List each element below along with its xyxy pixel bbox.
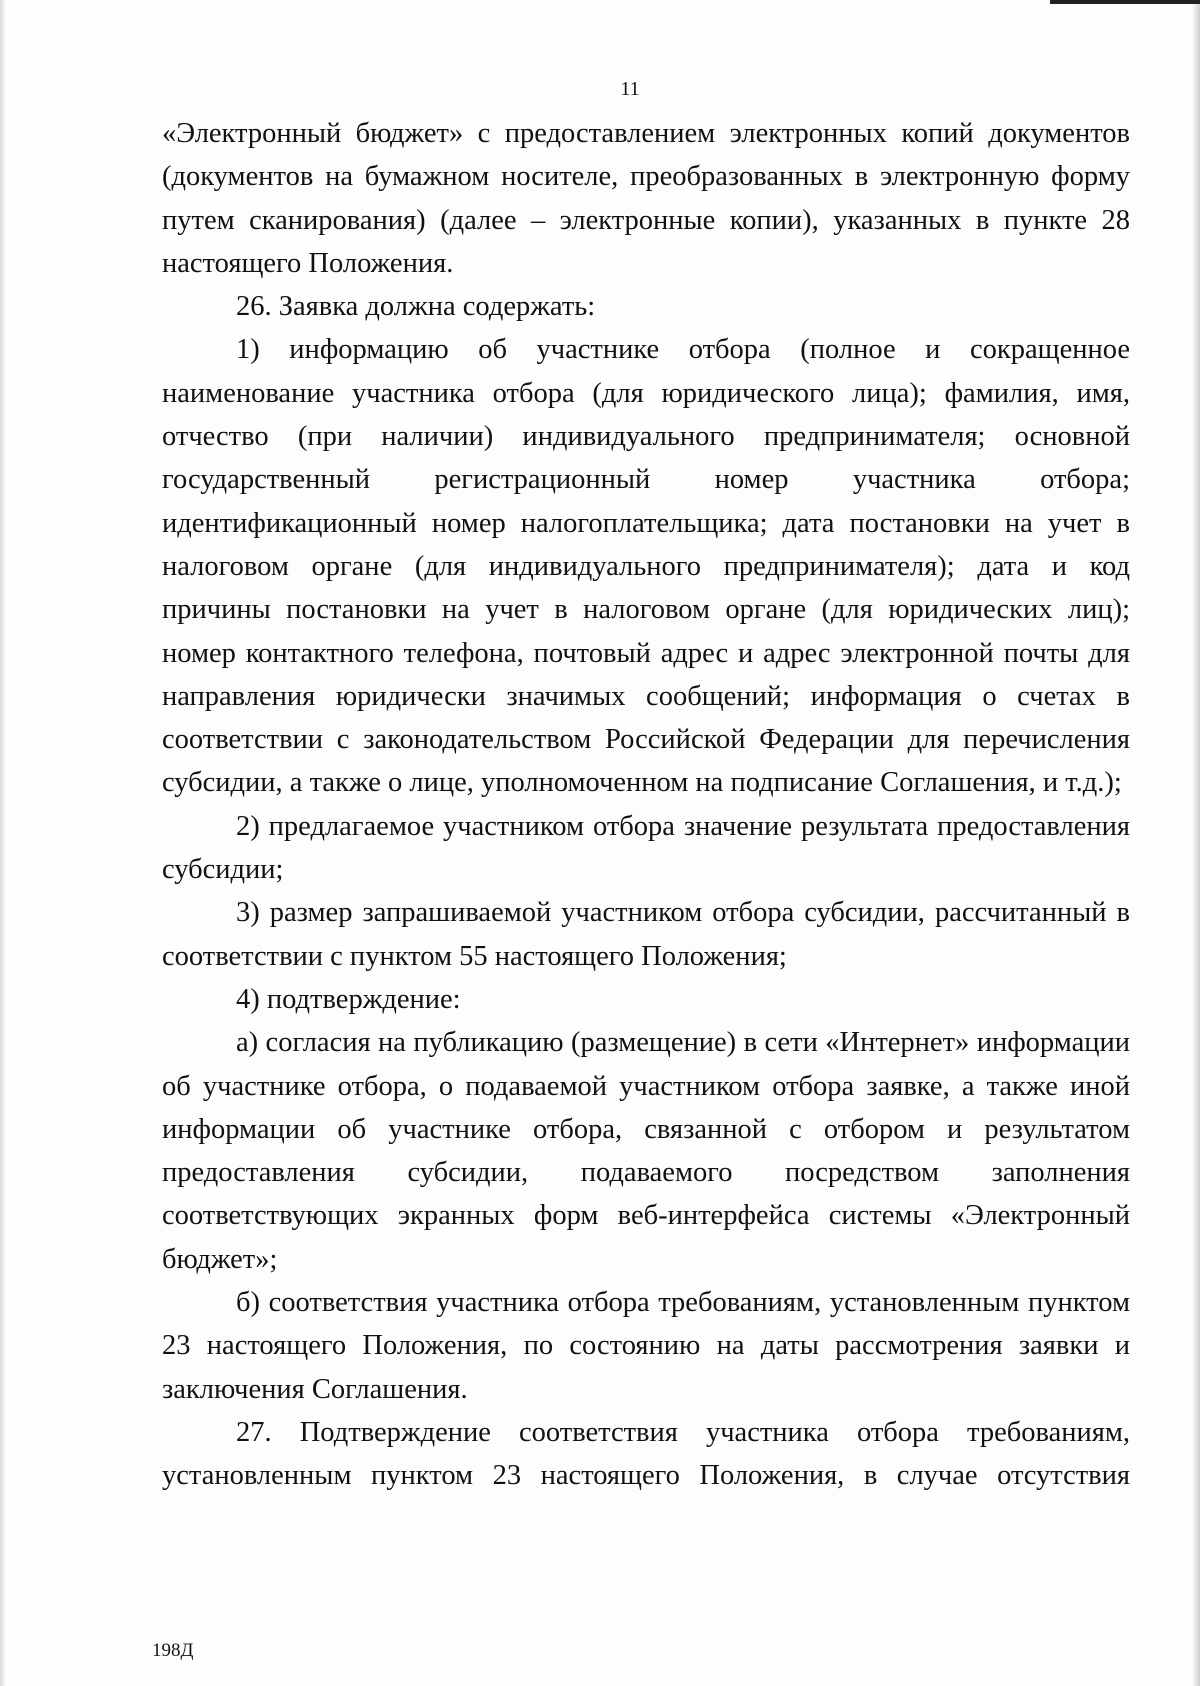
page-number: 11 xyxy=(620,78,640,100)
paragraph-item-27: 27. Подтверждение соответствия участника отбора требованиям, установленным пунктом 23 настоящего Положения, в случае отсутствия xyxy=(162,1416,1130,1492)
paragraph-continuation: «Электронный бюджет» с предоставлением электронных копий документов (документов на бумажном носителе, преобразованных в электронную форму путем сканирования) (далее – электронные копии), указанных в пункте 28 настоящего Положения. xyxy=(162,118,1130,279)
scan-top-line xyxy=(1050,0,1200,4)
paragraph-subitem-b: б) соответствия участника отбора требованиям, установленным пунктом 23 настоящего Положения, по состоянию на даты рассмотрения заявки и заключения Соглашения. xyxy=(162,1287,1130,1405)
paragraph-subitem-2: 2) предлагаемое участником отбора значение результата предоставления субсидии; xyxy=(162,810,1130,886)
paragraph-subitem-a: а) согласия на публикацию (размещение) в сети «Интернет» информации об участнике отбора, о подаваемой участником отбора заявке, а также иной информации об участнике отбора, связанной с отбором и результатом предоставления субсидии, подаваемого посредством заполнения соответствующих экранных форм веб-интерфейса системы «Электронный бюджет»; xyxy=(162,1027,1130,1275)
paragraph-subitem-4: 4) подтверждение: xyxy=(236,983,461,1015)
scan-left-edge xyxy=(0,0,6,1686)
scan-right-edge xyxy=(1192,0,1200,1686)
paragraph-subitem-1: 1) информацию об участнике отбора (полное и сокращенное наименование участника отбора (для юридического лица); фамилия, имя, отчество (при наличии) индивидуального предпринимателя; основной государственный регистрационный номер участника отбора; идентификационный номер налогоплательщика; дата постановки на учет в налоговом органе (для индивидуального предпринимателя); дата и код причины постановки на учет в налоговом органе (для юридических лиц); номер контактного телефона, почтовый адрес и адрес электронной почты для направления юридически значимых сообщений; информация о счетах в соответствии с законодательством Российской Федерации для перечисления субсидии, а также о лице, уполномоченном на подписание Соглашения, и т.д.); xyxy=(162,334,1130,799)
document-body xyxy=(162,112,1130,1498)
footer-document-code: 198Д xyxy=(152,1640,194,1661)
paragraph-item-26: 26. Заявка должна содержать: xyxy=(236,291,596,323)
paragraph-subitem-3: 3) размер запрашиваемой участником отбора субсидии, рассчитанный в соответствии с пунктом 55 настоящего Положения; xyxy=(162,897,1130,972)
